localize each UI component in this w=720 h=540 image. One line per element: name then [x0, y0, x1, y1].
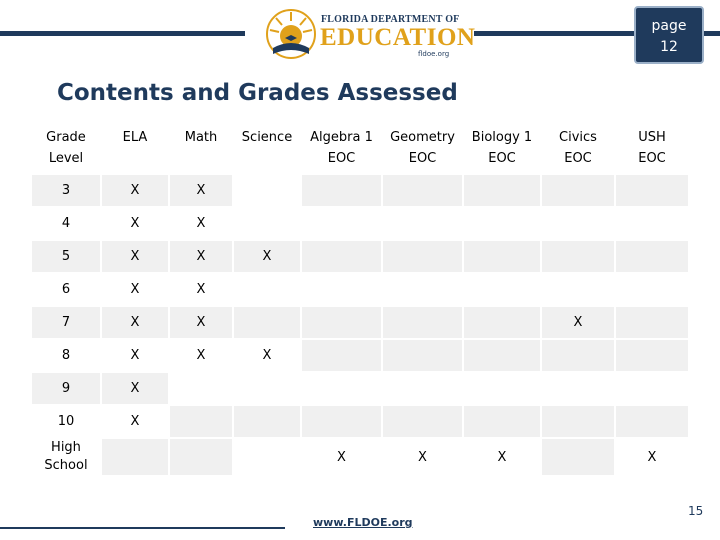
- table-row: [32, 373, 688, 404]
- table-cell: [302, 406, 381, 437]
- grade-cell: High School: [44, 440, 88, 473]
- table-cell: X: [196, 216, 206, 231]
- grade-cell: 5: [32, 241, 100, 272]
- header-biology1-eoc: Biology 1 EOC: [471, 130, 533, 166]
- table-cell: [234, 175, 300, 206]
- table-cell: [170, 373, 232, 404]
- table-cell: X: [130, 282, 140, 297]
- table-cell: [234, 406, 300, 437]
- table-cell: [616, 175, 688, 206]
- table-cell: [464, 241, 540, 272]
- grade-cell: 6: [61, 282, 71, 297]
- table-row: [32, 406, 688, 437]
- table-cell: [302, 208, 381, 239]
- table-cell: [616, 208, 688, 239]
- header-math: Math: [184, 130, 218, 145]
- table-cell: [383, 406, 462, 437]
- table-cell: [383, 373, 462, 404]
- table-row: [32, 175, 688, 206]
- table-cell: [616, 340, 688, 371]
- sunburst-seal-icon: [265, 8, 317, 60]
- header-civics-eoc: Civics EOC: [559, 130, 597, 166]
- table-cell: [302, 274, 381, 305]
- table-cell: [542, 406, 614, 437]
- table-cell: X: [196, 348, 206, 363]
- table-cell: [464, 175, 540, 206]
- table-cell: [542, 340, 614, 371]
- table-cell: X: [262, 348, 272, 363]
- fldoe-website-link[interactable]: www.FLDOE.org: [313, 516, 413, 529]
- grade-cell: 4: [61, 216, 71, 231]
- table-cell: X: [102, 307, 168, 338]
- table-row: [32, 307, 688, 338]
- table-cell: X: [196, 282, 206, 297]
- table-cell: [170, 439, 232, 475]
- table-cell: X: [170, 175, 232, 206]
- grade-cell: 7: [32, 307, 100, 338]
- table-row: [32, 208, 688, 239]
- table-cell: [464, 208, 540, 239]
- header-algebra1-eoc: Algebra 1 EOC: [310, 130, 373, 166]
- table-cell: [383, 340, 462, 371]
- table-cell: [234, 274, 300, 305]
- grade-cell: 3: [32, 175, 100, 206]
- header-science: Science: [241, 130, 293, 145]
- table-cell: [464, 406, 540, 437]
- table-cell: [383, 274, 462, 305]
- table-cell: [234, 439, 300, 475]
- table-cell: [542, 439, 614, 475]
- table-cell: [170, 406, 232, 437]
- table-cell: X: [234, 241, 300, 272]
- table-header-row: [32, 124, 688, 173]
- table-cell: X: [102, 241, 168, 272]
- table-cell: [302, 307, 381, 338]
- table-row: [32, 340, 688, 371]
- header-geometry-eoc: Geometry EOC: [390, 130, 455, 166]
- header-ush-eoc: USH EOC: [638, 130, 666, 166]
- header-grade-level: Grade Level: [46, 130, 86, 166]
- table-cell: X: [418, 449, 427, 465]
- table-cell: X: [542, 307, 614, 338]
- table-cell: [616, 406, 688, 437]
- table-row: [32, 241, 688, 272]
- table-cell: X: [337, 449, 346, 465]
- page-badge: [634, 6, 704, 64]
- table-cell: [383, 307, 462, 338]
- table-row: [32, 439, 688, 475]
- table-cell: [542, 373, 614, 404]
- grades-table: [30, 122, 690, 477]
- table-cell: [234, 373, 300, 404]
- table-cell: [616, 274, 688, 305]
- table-row: [32, 274, 688, 305]
- logo-wordmark: EDUCATION: [320, 24, 476, 51]
- table-cell: X: [170, 307, 232, 338]
- table-cell: [383, 241, 462, 272]
- table-cell: [542, 208, 614, 239]
- table-cell: [464, 274, 540, 305]
- table-cell: [102, 439, 168, 475]
- grade-cell: 9: [32, 373, 100, 404]
- logo-line1: FLORIDA DEPARTMENT OF: [321, 14, 460, 25]
- table-cell: X: [170, 241, 232, 272]
- logo-url: fldoe.org: [418, 50, 450, 58]
- fldoe-logo[interactable]: [265, 6, 476, 62]
- table-cell: [542, 241, 614, 272]
- slide-number: 15: [688, 504, 704, 518]
- header-ela: ELA: [122, 130, 148, 145]
- table-cell: [464, 373, 540, 404]
- footer-rule: [0, 527, 285, 529]
- page-badge-label: page: [651, 18, 687, 34]
- table-cell: [234, 307, 300, 338]
- table-cell: X: [130, 216, 140, 231]
- table-cell: [302, 340, 381, 371]
- grade-cell: 8: [61, 348, 71, 363]
- table-cell: X: [130, 414, 140, 429]
- table-cell: [542, 274, 614, 305]
- table-cell: X: [647, 449, 657, 465]
- table-cell: [616, 241, 688, 272]
- table-cell: X: [130, 348, 140, 363]
- table-cell: [464, 340, 540, 371]
- table-cell: [383, 175, 462, 206]
- page-badge-number: 12: [660, 39, 678, 55]
- table-cell: X: [497, 449, 507, 465]
- table-cell: X: [102, 373, 168, 404]
- table-cell: [616, 307, 688, 338]
- header-rule-left: [0, 31, 245, 36]
- table-cell: [302, 373, 381, 404]
- table-cell: [383, 208, 462, 239]
- page-title: Contents and Grades Assessed: [57, 80, 458, 106]
- grade-cell: 10: [57, 414, 75, 429]
- table-cell: [616, 373, 688, 404]
- table-cell: [542, 175, 614, 206]
- table-cell: [234, 208, 300, 239]
- table-cell: [464, 307, 540, 338]
- table-cell: X: [102, 175, 168, 206]
- table-cell: [302, 175, 381, 206]
- table-cell: [302, 241, 381, 272]
